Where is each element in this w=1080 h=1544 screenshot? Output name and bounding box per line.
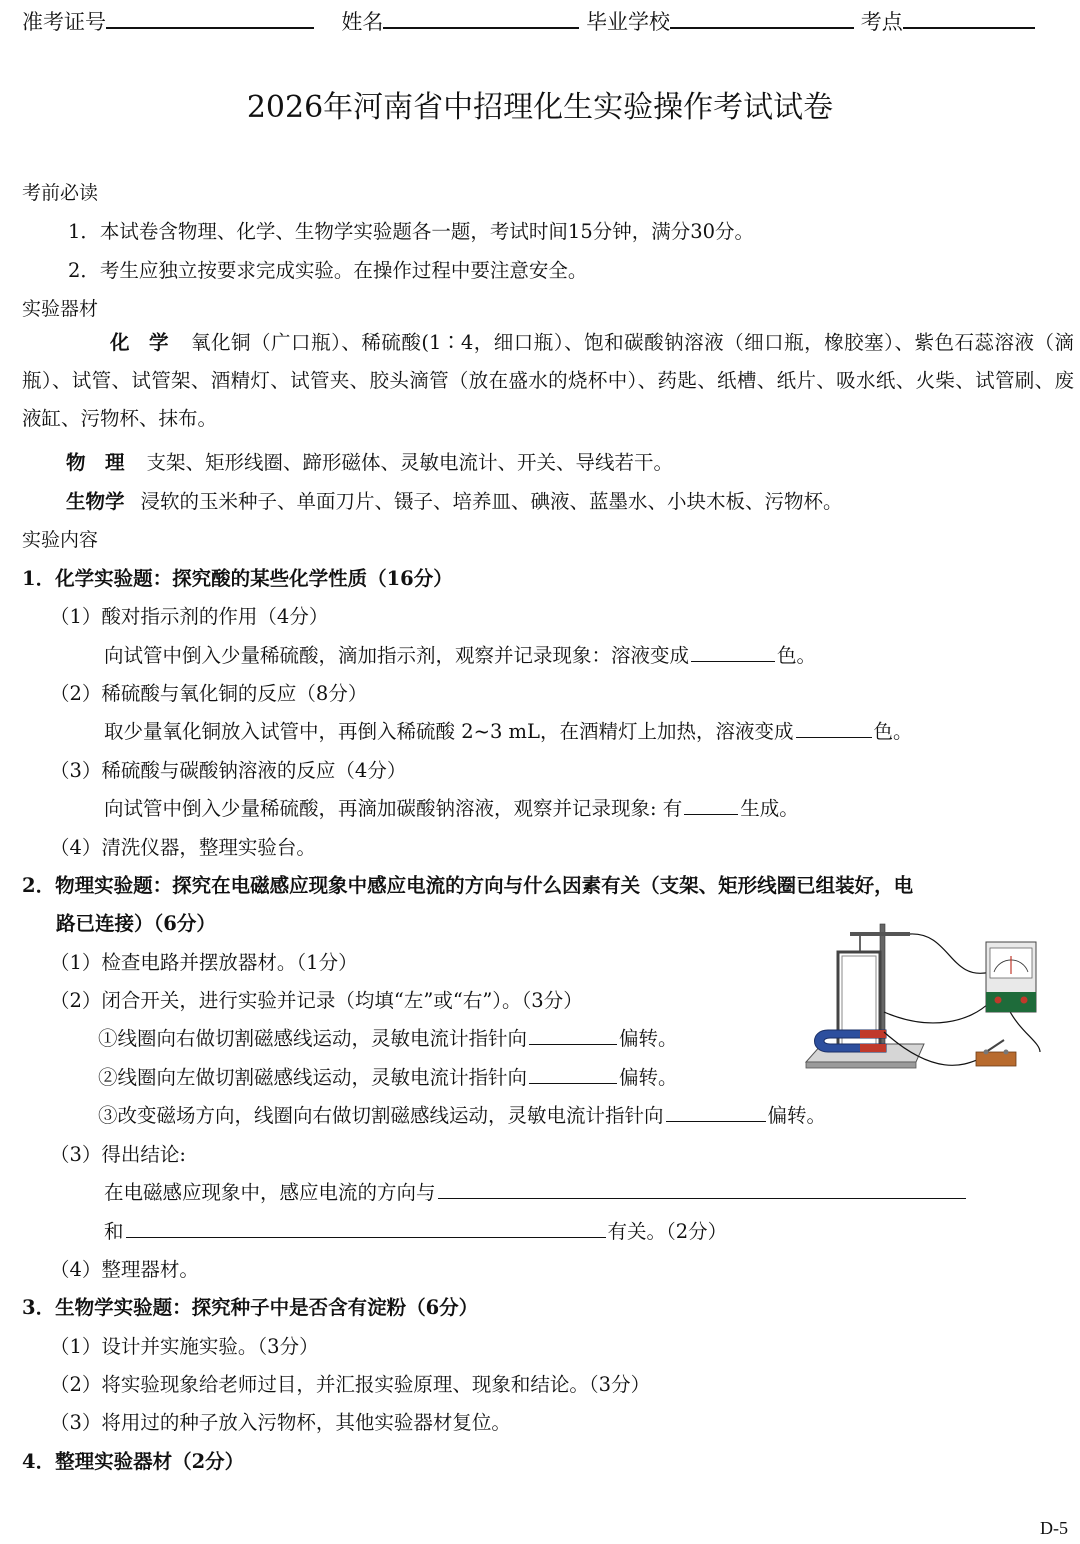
chemistry-label: 化 学	[110, 331, 169, 354]
q2-s2	[98, 1062, 678, 1090]
pre-read-item-2: 2．考生应独立按要求完成实验。在操作过程中要注意安全。	[68, 259, 588, 282]
q1-p3-text-b: 生成。	[740, 797, 799, 820]
q1-p1-text-a: 向试管中倒入少量稀硫酸，滴加指示剂，观察并记录现象：溶液变成	[104, 644, 690, 667]
admission-number-label: 准考证号	[22, 10, 106, 34]
page-title: 2026年河南省中招理化生实验操作考试试卷	[246, 90, 834, 125]
q2-s3-text-a: ③改变磁场方向，线圈向右做切割磁感线运动，灵敏电流计指针向	[98, 1104, 664, 1127]
q1-title: 1．化学实验题：探究酸的某些化学性质（16分）	[22, 567, 453, 590]
q2-s2-blank[interactable]	[529, 1065, 617, 1084]
q1-p2-text-b: 色。	[873, 720, 913, 743]
q2-title-line2: 路已连接）（6分）	[56, 912, 216, 935]
page-code: D-5	[1040, 1518, 1068, 1538]
equipment-heading: 实验器材	[22, 298, 99, 320]
q2-s1	[98, 1023, 678, 1051]
q1-p1-title: （1）酸对指示剂的作用（4分）	[50, 605, 329, 628]
q3-p1: （1）设计并实施实验。（3分）	[50, 1335, 319, 1358]
q2-c2	[104, 1216, 727, 1244]
chemistry-text: 氧化铜（广口瓶）、稀硫酸(1∶4，细口瓶）、饱和碳酸钠溶液（细口瓶，橡胶塞）、紫色石蕊溶液（滴瓶）、试管、试管架、酒精灯、试管夹、胶头滴管（放在盛水的烧杯中）、药匙、纸槽、纸片、吸水纸、火柴、试管刷、废液缸、污物杯、抹布。	[22, 331, 1074, 430]
q3-p3: （3）将用过的种子放入污物杯，其他实验器材复位。	[50, 1411, 511, 1434]
q1-p2-title: （2）稀硫酸与氧化铜的反应（8分）	[50, 682, 368, 705]
q2-c2-text-a: 和	[104, 1220, 124, 1243]
q2-c2-text-b: 有关。（2分）	[607, 1220, 728, 1243]
q1-p3-blank[interactable]	[684, 796, 738, 815]
equipment-biology	[66, 486, 843, 514]
q2-s1-blank[interactable]	[529, 1026, 617, 1045]
biology-text: 浸软的玉米种子、单面刀片、镊子、培养皿、碘液、蓝墨水、小块木板、污物杯。	[140, 490, 843, 513]
name-label: 姓名	[341, 10, 384, 34]
q2-p2: （2）闭合开关，进行实验并记录（均填“左”或“右”）。（3分）	[50, 989, 583, 1012]
q2-s3-text-b: 偏转。	[767, 1104, 827, 1127]
school-label: 毕业学校	[586, 10, 671, 34]
exam-site-label: 考点	[860, 10, 903, 34]
q1-p3-title: （3）稀硫酸与碳酸钠溶液的反应（4分）	[50, 759, 407, 782]
q1-p1-text-b: 色。	[777, 644, 817, 667]
stand-base-edge	[806, 1062, 916, 1068]
q2-p3: （3）得出结论:	[50, 1143, 186, 1166]
q2-p4: （4）整理器材。	[50, 1258, 199, 1281]
q2-c1	[104, 1177, 968, 1205]
q2-s1-text-b: 偏转。	[619, 1027, 678, 1050]
q2-c2-blank[interactable]	[126, 1219, 606, 1238]
stand-crossbar	[850, 932, 910, 936]
q1-p4: （4）清洗仪器，整理实验台。	[50, 836, 316, 859]
equipment-physics	[66, 447, 673, 475]
q1-p1-text	[104, 640, 816, 668]
biology-label: 生物学	[66, 490, 125, 513]
content-heading: 实验内容	[22, 529, 99, 551]
q1-p2-text-a: 取少量氧化铜放入试管中，再倒入稀硫酸 2~3 mL，在酒精灯上加热，溶液变成	[104, 720, 794, 743]
q2-s2-text-b: 偏转。	[619, 1066, 678, 1089]
q2-s3-blank[interactable]	[666, 1103, 766, 1122]
pre-read-item-1: 1．本试卷含物理、化学、生物学实验题各一题，考试时间15分钟，满分30分。	[68, 220, 755, 243]
electromagnetic-induction-apparatus-illustration	[800, 912, 1070, 1084]
switch	[976, 1052, 1016, 1066]
q2-title-line1: 2．物理实验题：探究在电磁感应现象中感应电流的方向与什么因素有关（支架、矩形线圈已组装好，电	[22, 874, 914, 897]
q2-s3	[98, 1100, 826, 1128]
q2-s2-text-a: ②线圈向左做切割磁感线运动，灵敏电流计指针向	[98, 1066, 528, 1089]
q3-title: 3．生物学实验题：探究种子中是否含有淀粉（6分）	[22, 1296, 479, 1319]
q2-p1: （1）检查电路并摆放器材。（1分）	[50, 951, 358, 974]
q1-p1-blank[interactable]	[691, 643, 775, 662]
q2-s1-text-a: ①线圈向右做切割磁感线运动，灵敏电流计指针向	[98, 1027, 528, 1050]
school-field[interactable]	[670, 7, 854, 29]
header-bar	[22, 6, 1035, 36]
physics-label: 物 理	[66, 451, 125, 474]
q1-p3-text	[104, 793, 799, 821]
q4-title: 4．整理实验器材（2分）	[22, 1450, 245, 1473]
q1-p2-blank[interactable]	[796, 719, 872, 738]
name-field[interactable]	[383, 7, 579, 29]
q2-c1-text: 在电磁感应现象中，感应电流的方向与	[104, 1181, 436, 1204]
pre-read-heading: 考前必读	[22, 182, 99, 204]
q1-p2-text	[104, 716, 913, 744]
q3-p2: （2）将实验现象给老师过目，并汇报实验原理、现象和结论。（3分）	[50, 1373, 651, 1396]
q1-p3-text-a: 向试管中倒入少量稀硫酸，再滴加碳酸钠溶液，观察并记录现象: 有	[104, 797, 683, 820]
admission-number-field[interactable]	[106, 7, 314, 29]
exam-site-field[interactable]	[903, 7, 1035, 29]
physics-text: 支架、矩形线圈、蹄形磁体、灵敏电流计、开关、导线若干。	[146, 451, 674, 474]
equipment-chemistry	[22, 324, 1074, 438]
q2-c1-blank[interactable]	[438, 1180, 966, 1199]
